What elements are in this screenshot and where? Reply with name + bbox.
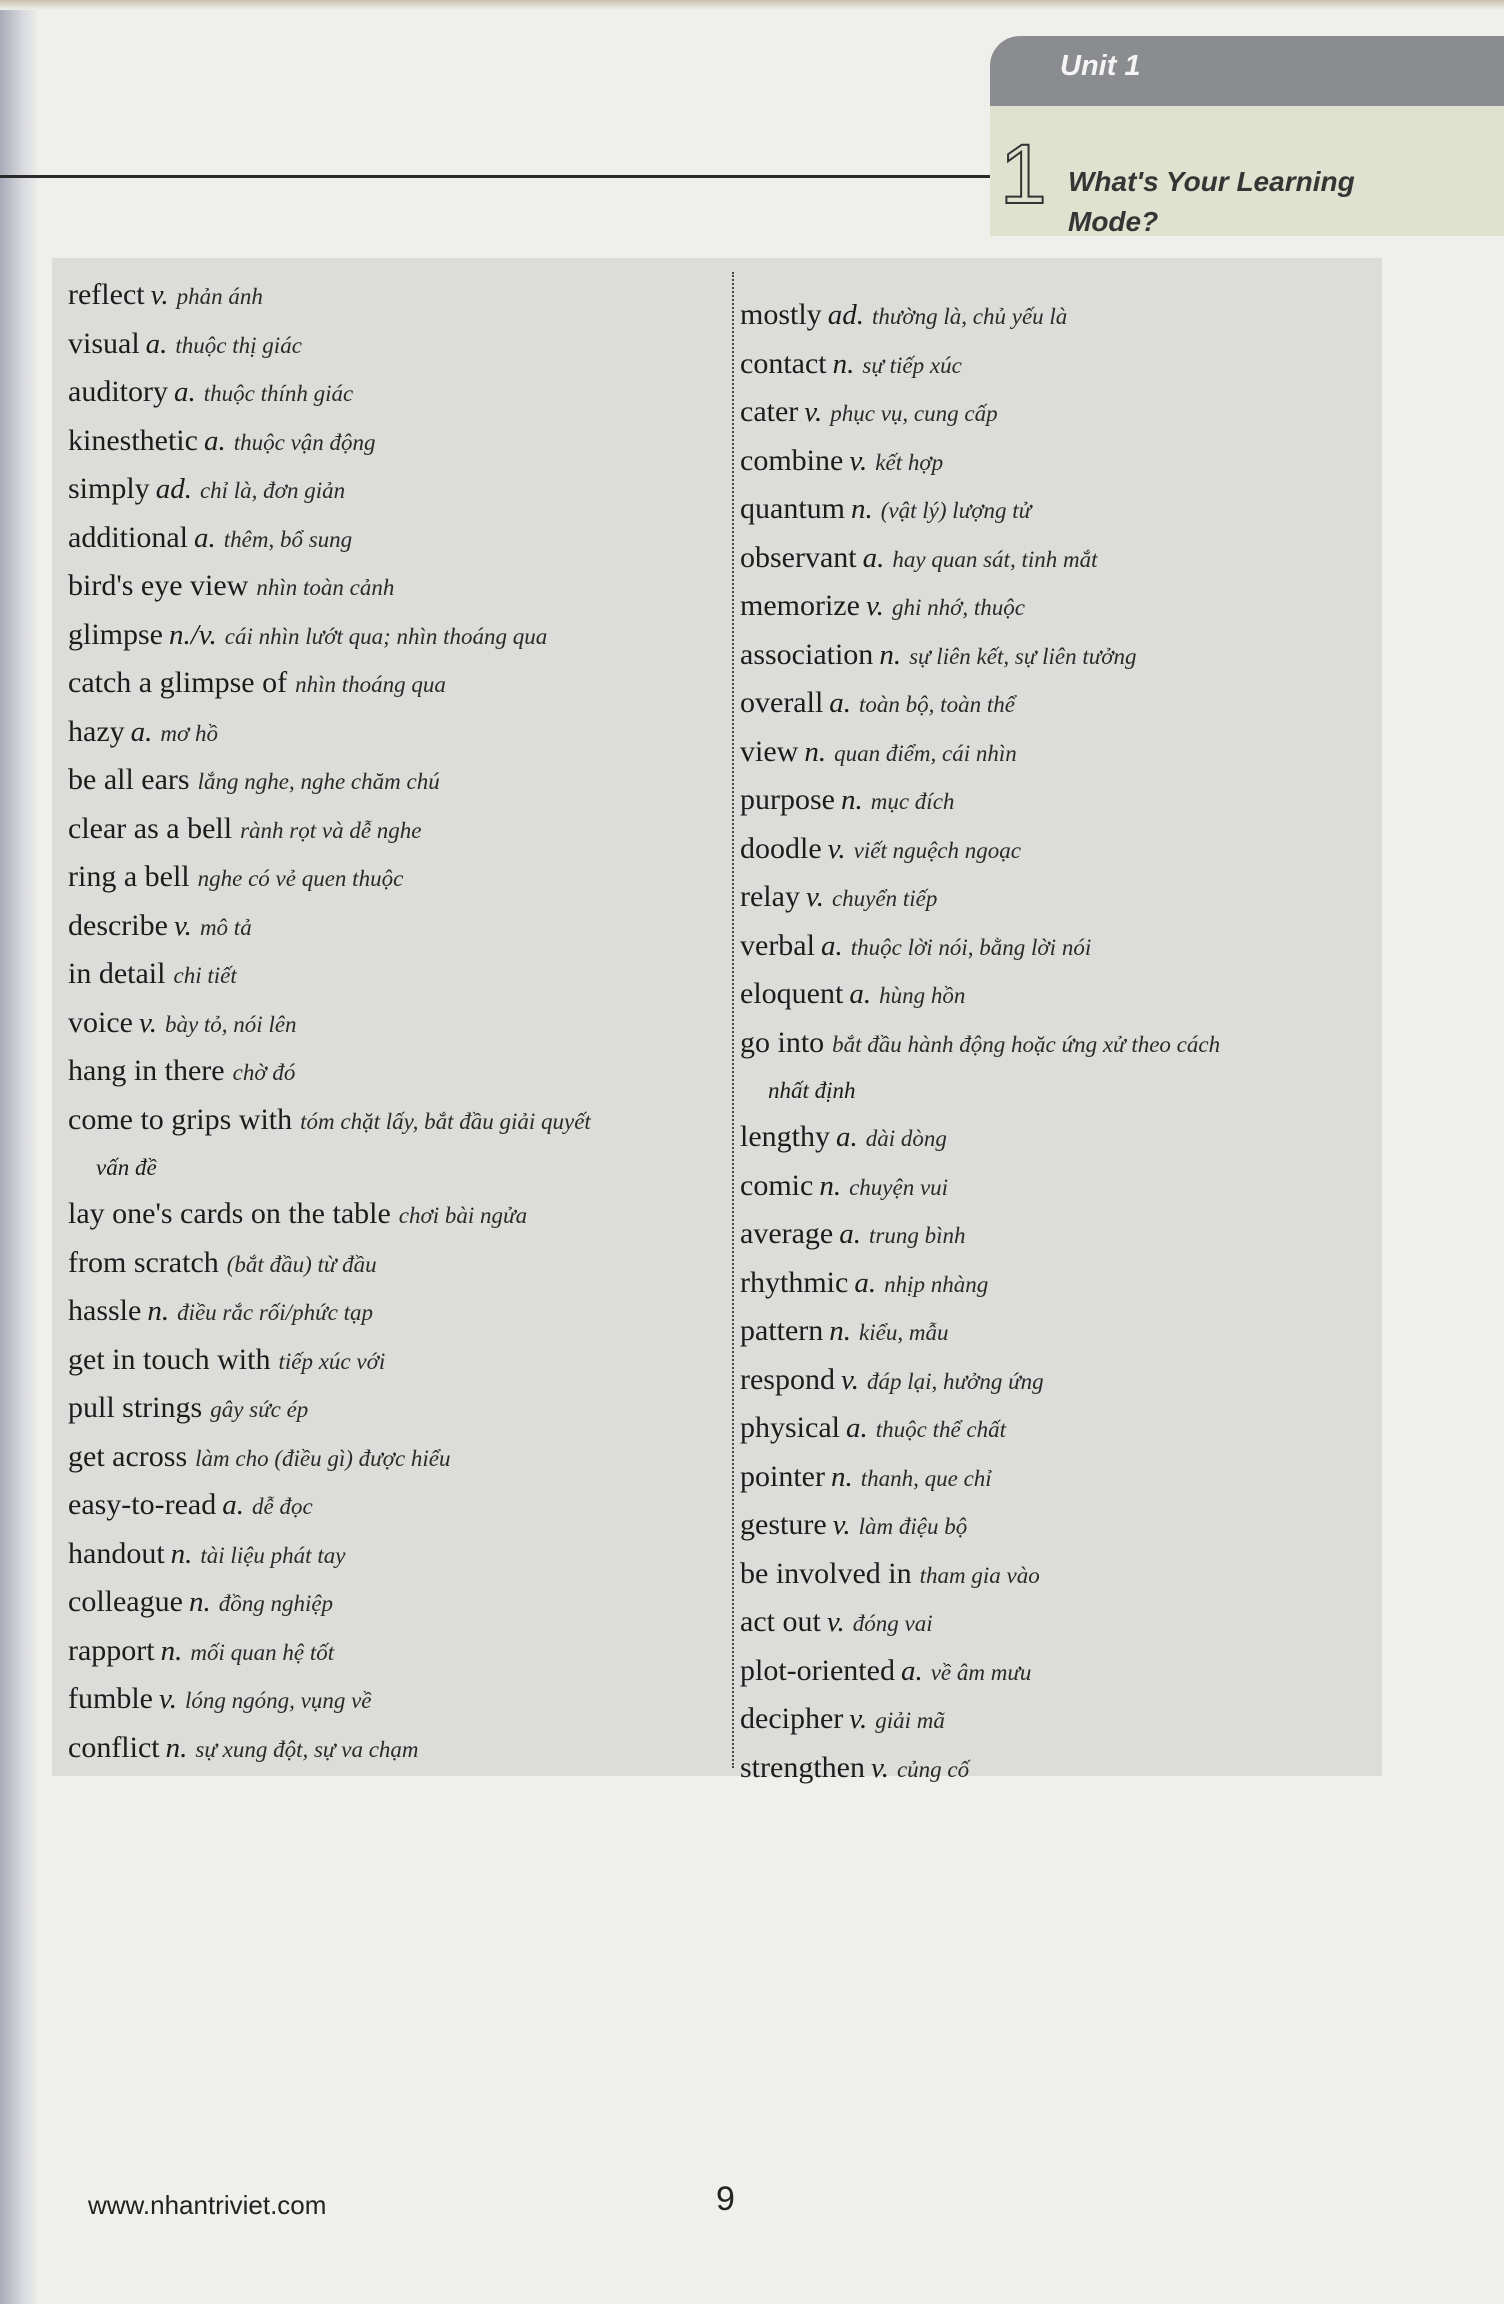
- vocab-term: doodle: [740, 831, 822, 865]
- vocab-entry: [68, 369, 718, 418]
- vocab-term: observant: [740, 540, 857, 574]
- page-top-edge: [0, 0, 1504, 10]
- vocab-entry: [740, 486, 1380, 535]
- vocab-term: physical: [740, 1411, 840, 1444]
- vocab-entry: [68, 1628, 718, 1677]
- vocab-meaning: mơ hồ: [160, 720, 219, 746]
- vocab-term: hazy: [68, 714, 125, 748]
- vocab-entry: [68, 1191, 718, 1240]
- vocab-meaning: dài dòng: [865, 1126, 947, 1151]
- vocab-term: combine: [740, 443, 844, 477]
- vocab-entry: [68, 1240, 718, 1289]
- vocab-meaning: phục vụ, cung cấp: [830, 401, 998, 426]
- vocab-entry: [740, 826, 1380, 875]
- vocab-entry: [740, 777, 1380, 826]
- vocab-term: handout: [68, 1536, 165, 1570]
- vocab-part-of-speech: a.: [854, 1266, 877, 1299]
- vocab-part-of-speech: v.: [827, 832, 846, 865]
- vocab-entry: [740, 535, 1380, 584]
- vocab-term: glimpse: [68, 617, 163, 651]
- vocab-term: rhythmic: [740, 1265, 849, 1299]
- vocab-entry: [68, 1531, 718, 1580]
- vocab-meaning: tiếp xúc với: [278, 1348, 386, 1374]
- vocab-term: decipher: [740, 1702, 844, 1735]
- vocab-meaning: tham gia vào: [919, 1562, 1040, 1588]
- vocab-part-of-speech: v.: [150, 279, 169, 311]
- vocab-entry: [68, 1434, 718, 1483]
- unit-number: 1: [1000, 127, 1047, 221]
- vocab-entry: [740, 341, 1380, 390]
- vocab-part-of-speech: a.: [222, 1489, 244, 1521]
- vocab-entry: [68, 903, 718, 952]
- vocab-entry: [68, 1048, 718, 1097]
- vocab-meaning: nhìn thoáng qua: [295, 672, 446, 697]
- vocab-term: reflect: [68, 278, 145, 311]
- vocab-entry: [740, 923, 1380, 972]
- vocab-term: gesture: [740, 1508, 827, 1541]
- vocab-part-of-speech: v.: [870, 1751, 889, 1784]
- vocab-part-of-speech: a.: [849, 978, 872, 1010]
- vocab-term: plot-oriented: [740, 1653, 895, 1687]
- vocab-entry: [68, 806, 718, 855]
- footer-url: www.nhantriviet.com: [88, 2190, 327, 2220]
- vocab-term: verbal: [740, 928, 815, 962]
- vocab-part-of-speech: v.: [804, 396, 823, 428]
- unit-tab-bottom: [990, 106, 1504, 236]
- vocab-entry: [68, 466, 718, 515]
- vocab-meaning: bắt đầu hành động hoặc ứng xử theo cách: [832, 1031, 1221, 1057]
- vocab-term: get across: [68, 1439, 188, 1473]
- unit-tab-top: [990, 36, 1504, 106]
- vocab-meaning: lắng nghe, nghe chăm chú: [197, 769, 440, 794]
- vocab-part-of-speech: n.: [165, 1731, 188, 1764]
- vocab-meaning-continued: nhất định: [768, 1078, 856, 1103]
- vocab-meaning: chuyển tiếp: [831, 886, 938, 911]
- vocab-term: easy-to-read: [68, 1488, 217, 1521]
- vocab-meaning: cái nhìn lướt qua; nhìn thoáng qua: [224, 623, 548, 649]
- vocab-entry: [740, 1745, 1380, 1794]
- vocab-part-of-speech: a.: [203, 424, 226, 457]
- vocab-part-of-speech: v.: [840, 1363, 859, 1396]
- vocab-entry: [740, 1599, 1380, 1648]
- vocab-entry: [740, 292, 1380, 341]
- vocab-meaning: nghe có vẻ quen thuộc: [197, 866, 404, 891]
- vocab-entry: [68, 272, 718, 321]
- vocab-meaning: đáp lại, hưởng ứng: [866, 1368, 1044, 1394]
- vocab-entry: [740, 1020, 1380, 1115]
- vocab-meaning: thanh, que chỉ: [860, 1465, 992, 1491]
- vocab-entry: [68, 1385, 718, 1434]
- vocab-part-of-speech: n.: [170, 1537, 193, 1570]
- vocab-entry: [740, 874, 1380, 923]
- vocab-meaning: viết nguệch ngoạc: [853, 837, 1021, 863]
- vocab-entry: [740, 1260, 1380, 1309]
- vocab-meaning: lóng ngóng, vụng về: [184, 1688, 372, 1713]
- vocab-entry: [740, 971, 1380, 1020]
- unit-label: Unit 1: [1060, 50, 1141, 82]
- vocab-part-of-speech: n./v.: [169, 618, 217, 651]
- vocab-term: visual: [68, 326, 140, 360]
- vocab-meaning: (vật lý) lượng tử: [880, 498, 1032, 523]
- vocab-entry: [68, 757, 718, 806]
- vocab-entry: [740, 1648, 1380, 1697]
- vocab-term: lay one's cards on the table: [68, 1197, 391, 1230]
- vocab-term: describe: [68, 908, 168, 942]
- vocab-part-of-speech: a.: [173, 376, 196, 408]
- vocab-meaning: rành rọt và dễ nghe: [240, 817, 422, 843]
- vocab-term: pointer: [740, 1459, 825, 1493]
- vocab-meaning: hùng hồn: [879, 983, 966, 1008]
- vocab-entry: [740, 680, 1380, 729]
- vocab-entry: [740, 1357, 1380, 1406]
- vocab-meaning: nhìn toàn cảnh: [256, 575, 395, 600]
- vocab-meaning: chuyện vui: [849, 1174, 949, 1200]
- vocab-part-of-speech: v.: [826, 1606, 845, 1638]
- vocab-entry: [68, 1482, 718, 1531]
- vocab-term: quantum: [740, 492, 845, 525]
- vocab-term: in detail: [68, 957, 166, 990]
- vocab-entry: [68, 1288, 718, 1337]
- vocab-meaning: sự tiếp xúc: [862, 352, 962, 378]
- vocab-term: strengthen: [740, 1750, 865, 1784]
- vocab-entry: [68, 563, 718, 612]
- vocab-meaning: (bắt đầu) từ đầu: [226, 1251, 377, 1277]
- vocab-entry: [740, 1163, 1380, 1212]
- vocab-meaning: chờ đó: [232, 1060, 296, 1085]
- column-divider: [732, 272, 734, 1768]
- vocab-meaning: sự xung đột, sự va chạm: [195, 1736, 419, 1762]
- vocab-part-of-speech: n.: [879, 638, 902, 671]
- vocab-entry: [68, 321, 718, 370]
- vocab-part-of-speech: v.: [805, 881, 824, 913]
- vocab-meaning: bày tỏ, nói lên: [164, 1011, 297, 1037]
- vocab-meaning: thêm, bổ sung: [223, 526, 353, 552]
- vocab-term: pattern: [740, 1314, 824, 1347]
- vocab-meaning: mô tả: [199, 914, 252, 940]
- vocab-part-of-speech: a.: [145, 327, 168, 360]
- vocab-part-of-speech: a.: [845, 1412, 868, 1444]
- vocab-meaning: mục đích: [870, 789, 955, 814]
- vocab-entry: [740, 632, 1380, 681]
- vocab-term: come to grips with: [68, 1102, 293, 1136]
- page-number: 9: [716, 2180, 735, 2218]
- vocab-part-of-speech: v.: [832, 1509, 851, 1541]
- vocab-term: memorize: [740, 589, 860, 622]
- vocab-meaning: ghi nhớ, thuộc: [891, 595, 1025, 620]
- vocab-meaning: đồng nghiệp: [218, 1591, 334, 1616]
- vocab-part-of-speech: a.: [193, 521, 216, 554]
- vocab-part-of-speech: a.: [829, 687, 852, 719]
- vocab-meaning: thuộc vận động: [233, 429, 376, 455]
- vocab-term: voice: [68, 1005, 133, 1039]
- vocab-term: hassle: [68, 1294, 142, 1327]
- vocab-part-of-speech: a.: [839, 1218, 862, 1250]
- vocab-meaning: quan điểm, cái nhìn: [834, 740, 1017, 766]
- vocab-term: relay: [740, 880, 800, 913]
- vocab-meaning: toàn bộ, toàn thể: [859, 692, 1015, 717]
- vocab-meaning: tài liệu phát tay: [200, 1542, 346, 1568]
- vocab-entry: [740, 1502, 1380, 1551]
- vocab-term: bird's eye view: [68, 569, 249, 602]
- vocab-part-of-speech: n.: [851, 493, 873, 525]
- vocab-meaning: làm điệu bộ: [858, 1514, 968, 1539]
- vocab-part-of-speech: n.: [160, 1634, 183, 1667]
- vocab-part-of-speech: v.: [173, 909, 192, 942]
- vocab-term: overall: [740, 686, 824, 719]
- vocab-entry: [68, 854, 718, 903]
- vocab-entry: [740, 438, 1380, 487]
- vocab-part-of-speech: n.: [829, 1315, 852, 1347]
- vocab-part-of-speech: v.: [849, 1703, 868, 1735]
- vocab-entry: [68, 1579, 718, 1628]
- vocab-entry: [740, 1211, 1380, 1260]
- vocab-part-of-speech: v.: [849, 444, 868, 477]
- vocab-entry: [68, 418, 718, 467]
- vocab-part-of-speech: ad.: [155, 473, 192, 505]
- vocab-term: respond: [740, 1362, 835, 1396]
- vocab-meaning: kết hợp: [875, 449, 944, 475]
- vocab-part-of-speech: a.: [900, 1654, 923, 1687]
- vocab-term: purpose: [740, 783, 835, 816]
- vocab-entry: [740, 1405, 1380, 1454]
- vocab-meaning: hay quan sát, tinh mắt: [892, 546, 1098, 572]
- vocab-term: hang in there: [68, 1054, 225, 1087]
- vocab-term: fumble: [68, 1682, 153, 1715]
- vocabulary-column-left: [68, 272, 718, 1773]
- vocab-term: average: [740, 1217, 834, 1250]
- vocab-part-of-speech: a.: [836, 1121, 858, 1153]
- vocab-part-of-speech: n.: [830, 1460, 853, 1493]
- vocab-meaning: làm cho (điều gì) được hiểu: [195, 1445, 451, 1471]
- vocab-part-of-speech: n.: [804, 735, 827, 768]
- vocab-entry: [740, 1551, 1380, 1600]
- vocab-term: mostly: [740, 298, 822, 331]
- vocab-meaning: điều rắc rối/phức tạp: [177, 1300, 373, 1325]
- vocab-entry: [740, 1696, 1380, 1745]
- vocab-meaning: dễ đọc: [252, 1494, 313, 1519]
- vocab-entry: [68, 1097, 718, 1192]
- vocab-term: from scratch: [68, 1245, 219, 1279]
- vocab-part-of-speech: n.: [819, 1169, 842, 1202]
- vocab-meaning: mối quan hệ tốt: [190, 1639, 335, 1665]
- vocab-term: conflict: [68, 1730, 160, 1764]
- vocab-meaning: nhịp nhàng: [884, 1271, 989, 1297]
- vocab-term: auditory: [68, 375, 168, 408]
- vocabulary-column-right: [740, 292, 1380, 1793]
- vocab-meaning: thường là, chủ yếu là: [871, 304, 1068, 329]
- vocab-meaning: giải mã: [875, 1708, 945, 1733]
- vocab-term: kinesthetic: [68, 423, 198, 457]
- vocab-meaning: trung bình: [869, 1223, 966, 1248]
- vocab-term: ring a bell: [68, 860, 190, 893]
- vocab-meaning: thuộc thính giác: [203, 381, 354, 406]
- vocab-entry: [740, 389, 1380, 438]
- vocab-entry: [740, 1454, 1380, 1503]
- vocab-term: go into: [740, 1025, 825, 1059]
- vocab-term: rapport: [68, 1633, 155, 1667]
- vocab-meaning: củng cố: [896, 1756, 970, 1782]
- vocab-entry: [68, 1000, 718, 1049]
- vocab-meaning: thuộc thể chất: [875, 1417, 1007, 1442]
- vocab-meaning: gây sức ép: [210, 1397, 309, 1422]
- unit-header-tab: [990, 36, 1504, 236]
- vocab-part-of-speech: v.: [158, 1683, 177, 1715]
- vocab-part-of-speech: n.: [832, 347, 855, 380]
- vocab-term: clear as a bell: [68, 811, 233, 845]
- vocab-term: pull strings: [68, 1391, 203, 1424]
- vocab-meaning: sự liên kết, sự liên tưởng: [909, 643, 1137, 669]
- vocab-term: colleague: [68, 1585, 183, 1618]
- vocab-meaning: thuộc thị giác: [175, 332, 302, 358]
- vocab-part-of-speech: ad.: [827, 299, 864, 331]
- vocab-entry: [68, 612, 718, 661]
- vocab-part-of-speech: a.: [862, 541, 885, 574]
- vocab-term: eloquent: [740, 977, 844, 1010]
- vocab-entry: [740, 729, 1380, 778]
- vocab-term: simply: [68, 472, 150, 505]
- vocab-term: lengthy: [740, 1120, 830, 1153]
- vocab-part-of-speech: n.: [188, 1586, 211, 1618]
- vocab-meaning: đóng vai: [852, 1611, 933, 1636]
- vocab-term: be involved in: [740, 1556, 912, 1590]
- vocab-entry: [68, 515, 718, 564]
- vocab-entry: [68, 709, 718, 758]
- vocab-term: cater: [740, 395, 799, 428]
- vocab-term: be all ears: [68, 763, 190, 796]
- vocab-part-of-speech: n.: [147, 1295, 170, 1327]
- vocab-entry: [68, 660, 718, 709]
- unit-title: What's Your Learning Mode?: [1068, 166, 1355, 237]
- vocab-term: view: [740, 734, 799, 768]
- vocab-meaning: tóm chặt lấy, bắt đầu giải quyết: [300, 1108, 591, 1134]
- vocab-entry: [68, 1337, 718, 1386]
- vocab-entry: [68, 1676, 718, 1725]
- vocab-meaning: chỉ là, đơn giản: [199, 478, 346, 503]
- vocab-entry: [68, 1725, 718, 1774]
- vocab-term: act out: [740, 1605, 821, 1638]
- vocab-meaning: chi tiết: [173, 963, 237, 988]
- vocab-meaning: thuộc lời nói, bằng lời nói: [850, 934, 1092, 960]
- vocab-entry: [740, 1114, 1380, 1163]
- vocab-part-of-speech: a.: [130, 715, 153, 748]
- header-rule: [0, 175, 1000, 178]
- vocab-part-of-speech: a.: [820, 929, 843, 962]
- page-left-shadow: [0, 0, 38, 2304]
- vocab-term: get in touch with: [68, 1342, 271, 1376]
- vocab-entry: [740, 583, 1380, 632]
- vocab-entry: [68, 951, 718, 1000]
- vocab-term: catch a glimpse of: [68, 666, 288, 699]
- vocab-entry: [740, 1308, 1380, 1357]
- vocab-term: comic: [740, 1168, 814, 1202]
- vocab-part-of-speech: n.: [840, 784, 863, 816]
- vocab-term: additional: [68, 520, 188, 554]
- vocab-term: contact: [740, 346, 827, 380]
- vocab-meaning-continued: vấn đề: [96, 1155, 157, 1180]
- vocab-meaning: kiểu, mẫu: [859, 1320, 949, 1345]
- vocab-term: association: [740, 637, 874, 671]
- vocab-meaning: phản ánh: [176, 284, 263, 309]
- vocab-part-of-speech: v.: [138, 1006, 157, 1039]
- vocab-meaning: chơi bài ngửa: [398, 1203, 528, 1228]
- vocab-part-of-speech: v.: [865, 590, 884, 622]
- vocab-meaning: về âm mưu: [930, 1659, 1032, 1685]
